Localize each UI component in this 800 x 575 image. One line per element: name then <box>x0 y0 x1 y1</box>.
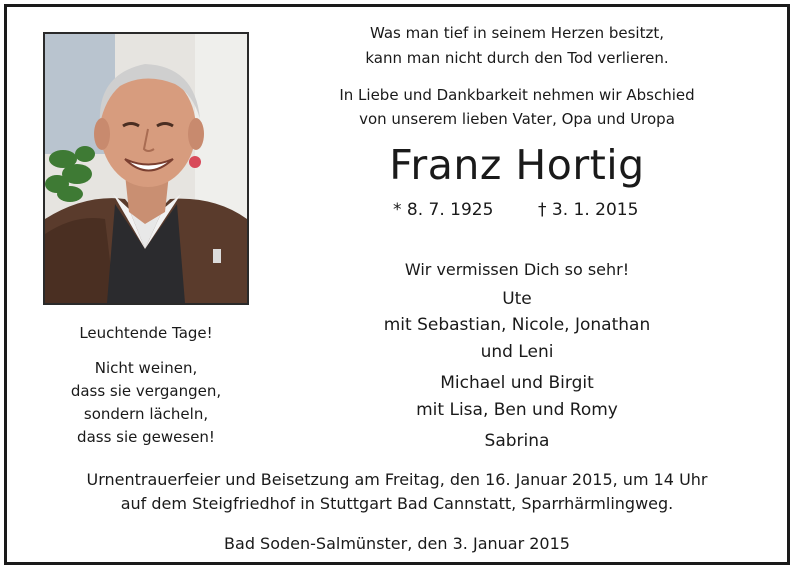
poem-line: Nicht weinen, <box>94 359 198 377</box>
portrait-photo <box>43 32 249 305</box>
ceremony-line-1: Urnentrauerfeier und Beisetzung am Freitag, den 16. Januar 2015, um 14 Uhr <box>86 470 708 489</box>
deceased-name: Franz Hortig <box>389 141 645 189</box>
mourner-line: Sabrina <box>484 431 550 451</box>
quote-line-2: kann man nicht durch den Tod verlieren. <box>365 49 669 67</box>
poem-line: dass sie gewesen! <box>77 428 215 446</box>
ceremony-line-2: auf dem Steigfriedhof in Stuttgart Bad Cannstatt, Sparrhärmlingweg. <box>120 494 674 513</box>
mourner-line: mit Lisa, Ben und Romy <box>416 400 618 420</box>
farewell-line-2: von unserem lieben Vater, Opa und Uropa <box>359 110 675 128</box>
poem-line: sondern lächeln, <box>83 405 209 423</box>
mourner-line: mit Sebastian, Nicole, Jonathan <box>383 315 651 335</box>
death-date: † 3. 1. 2015 <box>538 200 639 220</box>
birth-date: * 8. 7. 1925 <box>393 200 494 220</box>
mourner-line: Ute <box>502 289 532 309</box>
mourner-line: und Leni <box>480 342 554 362</box>
farewell-line-1: In Liebe und Dankbarkeit nehmen wir Abschied <box>339 86 695 104</box>
place-and-date: Bad Soden-Salmünster, den 3. Januar 2015 <box>224 534 570 553</box>
mourners-intro: Wir vermissen Dich so sehr! <box>404 260 630 279</box>
poem-title: Leuchtende Tage! <box>79 324 213 342</box>
quote-line-1: Was man tief in seinem Herzen besitzt, <box>369 24 664 42</box>
mourner-line: Michael und Birgit <box>440 373 594 393</box>
poem-line: dass sie vergangen, <box>70 382 222 400</box>
obituary-notice <box>4 4 790 565</box>
